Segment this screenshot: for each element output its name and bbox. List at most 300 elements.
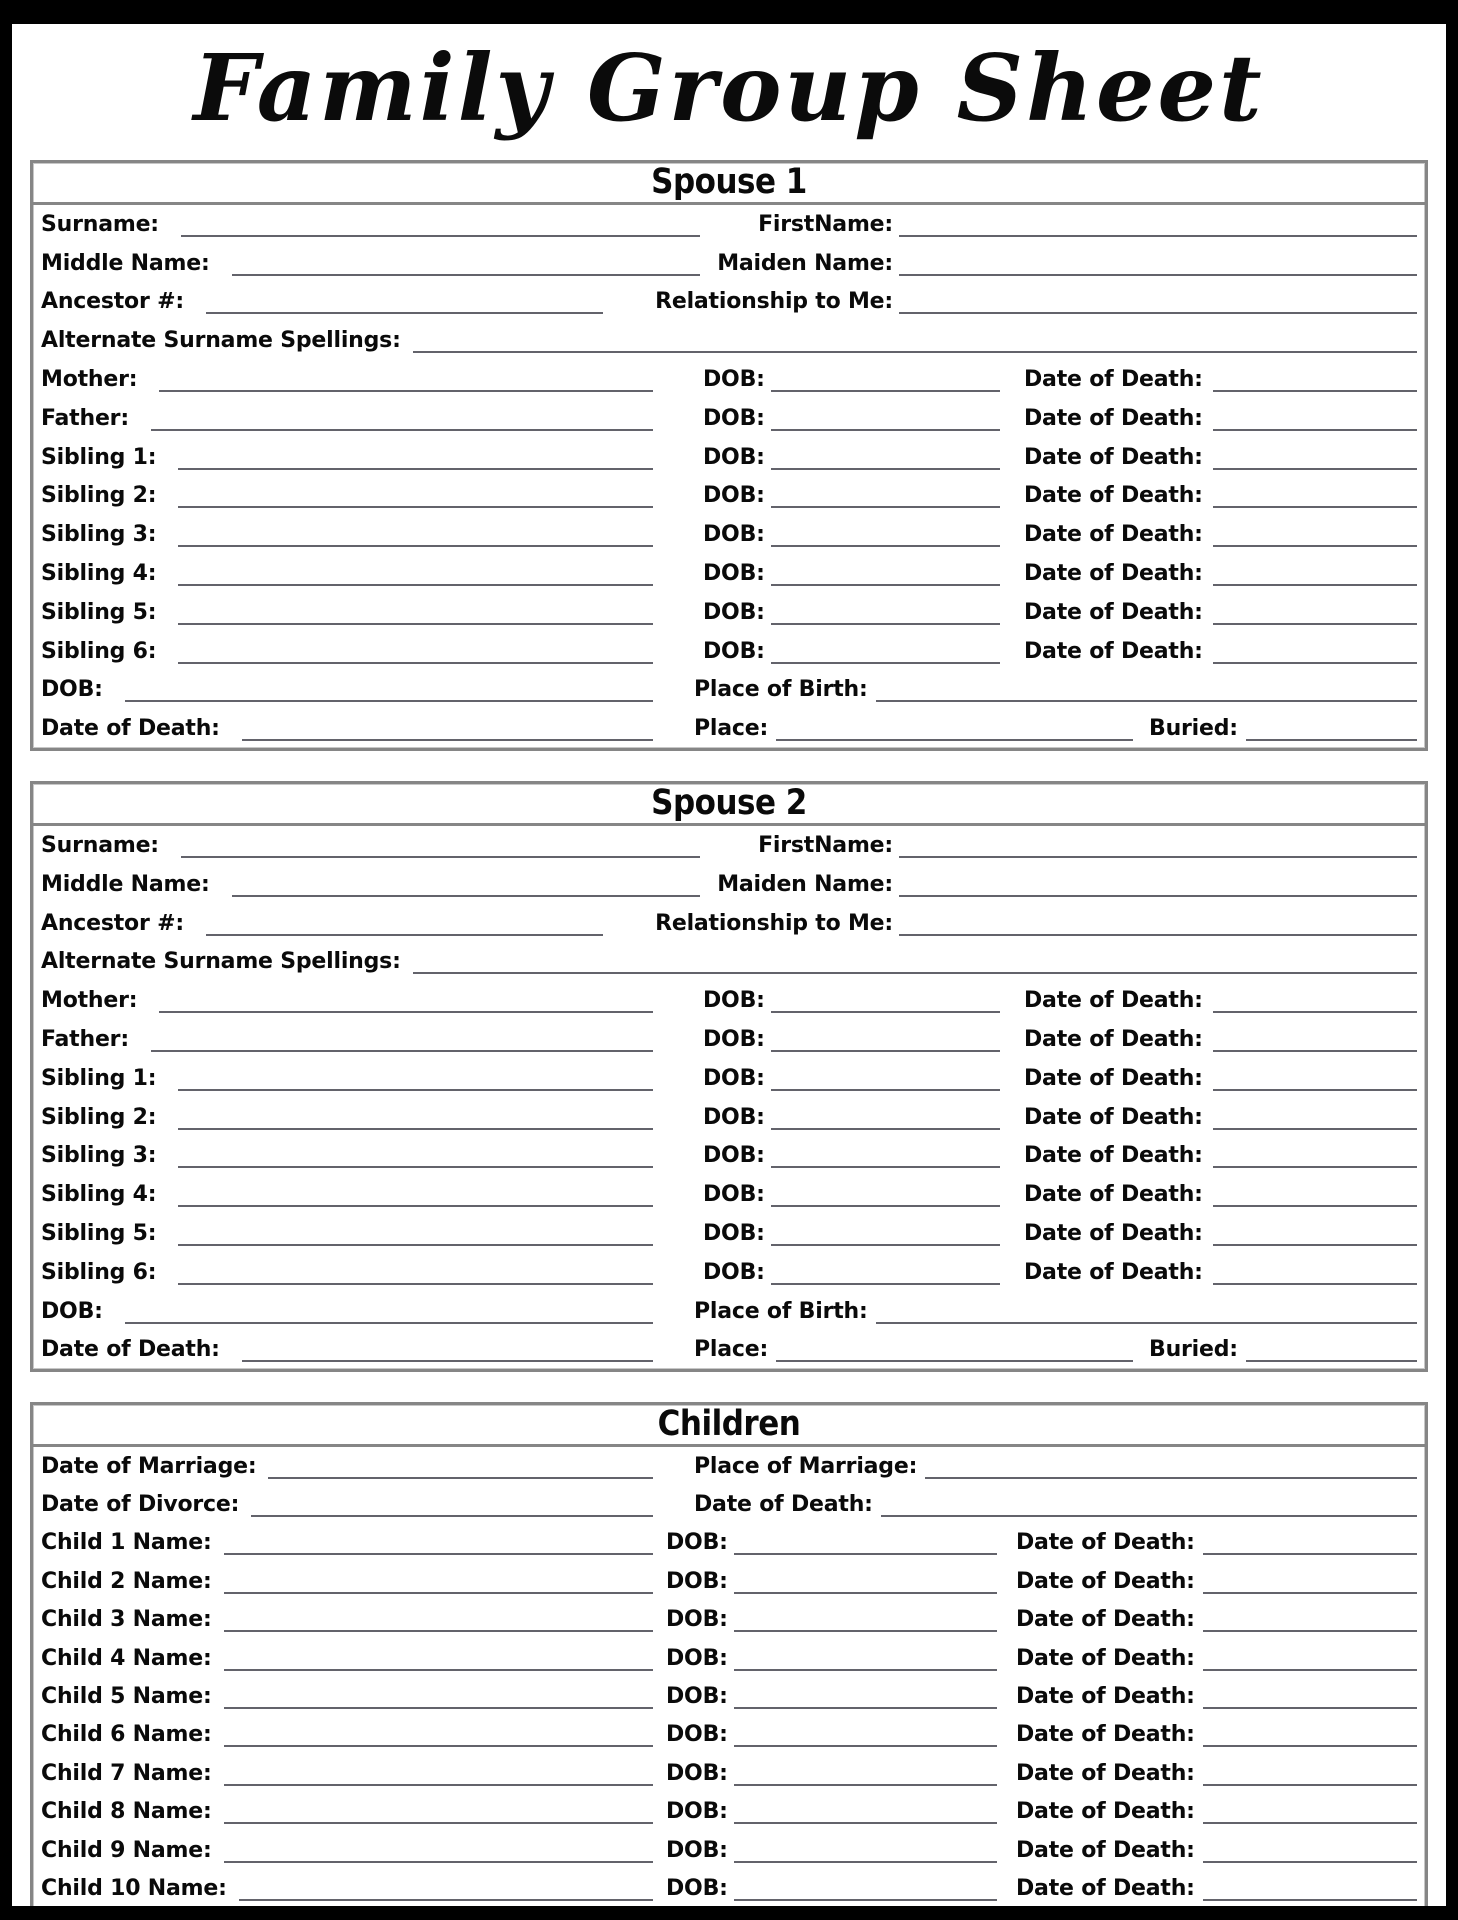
- form-row: [41, 1214, 1417, 1253]
- blank-line-date-of-death: [1213, 1128, 1417, 1130]
- label-dob: DOB:: [703, 1143, 765, 1169]
- form-cell: [603, 910, 1417, 943]
- form-cell: [653, 560, 1000, 593]
- label-child-2-name: Child 2 Name:: [41, 1568, 212, 1594]
- form-cell: [653, 1568, 997, 1601]
- form-row: [41, 1331, 1417, 1370]
- label-child-8-name: Child 8 Name:: [41, 1799, 212, 1825]
- blank-line-date-of-death: [1203, 1669, 1417, 1671]
- blank-line-child-5-name: [224, 1707, 653, 1709]
- blank-line-dob: [734, 1822, 997, 1824]
- label-date-of-death: Date of Death:: [1016, 1760, 1195, 1786]
- blank-line-buried: [1246, 1360, 1417, 1362]
- blank-line-dob: [734, 1553, 997, 1555]
- label-date-of-death: Date of Death:: [1024, 599, 1203, 625]
- form-cell: [1000, 1104, 1417, 1137]
- label-date-of-death: Date of Death:: [694, 1492, 873, 1518]
- blank-line-sibling-3: [178, 545, 653, 547]
- label-date-of-death: Date of Death:: [1024, 366, 1203, 392]
- form-cell: [41, 638, 653, 671]
- label-buried: Buried:: [1149, 1337, 1238, 1363]
- form-cell: [41, 679, 653, 709]
- label-place-of-marriage: Place of Marriage:: [694, 1453, 918, 1479]
- form-cell: [41, 1145, 653, 1175]
- form-row: [41, 981, 1417, 1020]
- form-cell: [41, 1568, 653, 1601]
- label-place-of-birth: Place of Birth:: [694, 677, 868, 703]
- label-dob: DOB:: [666, 1645, 728, 1671]
- form-cell: [1000, 1065, 1417, 1098]
- label-sibling-5: Sibling 5:: [41, 1220, 157, 1246]
- form-row: [41, 205, 1417, 244]
- label-date-of-death: Date of Death:: [1016, 1837, 1195, 1863]
- form-row: [41, 515, 1417, 554]
- form-cell: [653, 1453, 1417, 1486]
- label-father: Father:: [41, 405, 129, 431]
- form-row: [41, 1020, 1417, 1059]
- form-cell: [41, 1760, 653, 1793]
- blank-line-sibling-6: [178, 662, 653, 664]
- label-date-of-death: Date of Death:: [1016, 1568, 1195, 1594]
- form-cell: [1000, 638, 1417, 671]
- label-dob: DOB:: [703, 522, 765, 548]
- form-cell: [41, 1220, 653, 1253]
- section-header: [33, 163, 1425, 205]
- label-date-of-death: Date of Death:: [1024, 522, 1203, 548]
- form-row: [41, 671, 1417, 710]
- blank-line-dob: [771, 1166, 1000, 1168]
- label-dob: DOB:: [703, 1220, 765, 1246]
- blank-line-dob: [771, 545, 1000, 547]
- form-cell: [41, 1609, 653, 1639]
- label-dob: DOB:: [666, 1684, 728, 1710]
- label-middle-name: Middle Name:: [41, 250, 210, 276]
- form-cell: [1000, 366, 1417, 399]
- blank-line-date-of-death: [1203, 1784, 1417, 1786]
- blank-line-date-of-divorce: [251, 1515, 653, 1517]
- form-row: [41, 1524, 1417, 1562]
- form-cell: [653, 1801, 997, 1831]
- form-row: [41, 1639, 1417, 1677]
- label-mother: Mother:: [41, 988, 138, 1014]
- form-cell: [41, 1801, 653, 1831]
- blank-line-dob: [771, 584, 1000, 586]
- label-sibling-5: Sibling 5:: [41, 599, 157, 625]
- section-title: Spouse 2: [651, 782, 807, 824]
- form-cell: [997, 1801, 1417, 1831]
- form-cell: [41, 524, 653, 554]
- form-cell: [1000, 485, 1417, 515]
- form-cell: [653, 366, 1000, 399]
- label-date-of-death: Date of Death:: [1024, 1026, 1203, 1052]
- form-cell: [700, 211, 1417, 244]
- form-cell: [653, 1760, 997, 1793]
- label-dob: DOB:: [703, 366, 765, 392]
- form-row: [41, 244, 1417, 283]
- form-row: [41, 477, 1417, 516]
- form-cell: [653, 1104, 1000, 1137]
- blank-line-date-of-marriage: [268, 1477, 653, 1479]
- page-title: Family Group Sheet: [193, 34, 1265, 142]
- label-date-of-death: Date of Death:: [1016, 1684, 1195, 1710]
- blank-line-mother: [159, 390, 653, 392]
- form-cell: [41, 1026, 653, 1059]
- form-row: [41, 1059, 1417, 1098]
- blank-line-dob: [734, 1861, 997, 1863]
- blank-line-dob: [125, 1322, 653, 1324]
- form-row: [41, 1447, 1417, 1485]
- form-cell: [700, 871, 1417, 904]
- form-cell: [41, 1339, 653, 1369]
- label-dob: DOB:: [703, 1182, 765, 1208]
- blank-line-father: [151, 429, 653, 431]
- form-cell: [997, 1760, 1417, 1793]
- label-dob: DOB:: [666, 1760, 728, 1786]
- label-relationship-to-me: Relationship to Me:: [655, 910, 893, 936]
- blank-line-dob: [734, 1630, 997, 1632]
- form-cell: [41, 1259, 653, 1292]
- section-spouse-1: [30, 160, 1428, 751]
- blank-line-buried: [1246, 739, 1417, 741]
- form-row: [41, 1601, 1417, 1639]
- form-cell: [653, 1184, 1000, 1214]
- label-sibling-4: Sibling 4:: [41, 560, 157, 586]
- form-cell: [997, 1686, 1417, 1716]
- label-dob: DOB:: [703, 1259, 765, 1285]
- label-date-of-death: Date of Death:: [1024, 1259, 1203, 1285]
- label-dob: DOB:: [703, 638, 765, 664]
- form-cell: [1000, 990, 1417, 1020]
- form-cell: [41, 1724, 653, 1754]
- form-cell: [653, 1878, 997, 1906]
- label-child-9-name: Child 9 Name:: [41, 1837, 212, 1863]
- blank-line-maiden-name: [899, 895, 1417, 897]
- form-cell: [41, 291, 603, 321]
- section-body: [33, 205, 1425, 748]
- form-row: [41, 1137, 1417, 1176]
- label-firstname: FirstName:: [758, 211, 893, 237]
- label-date-of-death: Date of Death:: [1024, 1065, 1203, 1091]
- label-date-of-death: Date of Death:: [1024, 405, 1203, 431]
- label-middle-name: Middle Name:: [41, 871, 210, 897]
- form-row: [41, 632, 1417, 671]
- form-cell: [997, 1568, 1417, 1601]
- label-date-of-divorce: Date of Divorce:: [41, 1492, 240, 1518]
- label-place: Place:: [694, 1337, 769, 1363]
- blank-line-firstname: [899, 856, 1417, 858]
- label-sibling-3: Sibling 3:: [41, 1143, 157, 1169]
- form-row: [41, 399, 1417, 438]
- blank-line-dob: [771, 1089, 1000, 1091]
- form-cell: [41, 405, 653, 438]
- form-cell: [997, 1724, 1417, 1754]
- form-cell: [41, 366, 653, 399]
- blank-line-sibling-5: [178, 1244, 653, 1246]
- form-cell: [41, 330, 1417, 360]
- form-row: [41, 1678, 1417, 1716]
- blank-line-alternate-surname-spellings: [413, 972, 1417, 974]
- label-dob: DOB:: [666, 1799, 728, 1825]
- label-dob: DOB:: [41, 1298, 103, 1324]
- form-cell: [41, 599, 653, 632]
- blank-line-date-of-death: [1203, 1553, 1417, 1555]
- label-sibling-4: Sibling 4:: [41, 1182, 157, 1208]
- form-row: [41, 826, 1417, 865]
- label-maiden-name: Maiden Name:: [717, 250, 893, 276]
- form-cell: [1000, 1184, 1417, 1214]
- blank-line-date-of-death: [1213, 623, 1417, 625]
- form-cell: [997, 1645, 1417, 1678]
- label-surname: Surname:: [41, 211, 159, 237]
- form-cell: [603, 291, 1417, 321]
- blank-line-dob: [771, 468, 1000, 470]
- blank-line-child-7-name: [224, 1784, 653, 1786]
- blank-line-date-of-death: [1213, 1011, 1417, 1013]
- blank-line-relationship-to-me: [899, 934, 1417, 936]
- blank-line-dob: [734, 1784, 997, 1786]
- label-child-5-name: Child 5 Name:: [41, 1684, 212, 1710]
- blank-line-dob: [125, 700, 653, 702]
- form-cell: [653, 444, 1000, 477]
- label-sibling-1: Sibling 1:: [41, 1065, 157, 1091]
- blank-line-date-of-death: [1203, 1630, 1417, 1632]
- section-header: [33, 784, 1425, 826]
- label-date-of-death: Date of Death:: [1016, 1799, 1195, 1825]
- label-alternate-surname-spellings: Alternate Surname Spellings:: [41, 949, 401, 975]
- label-date-of-marriage: Date of Marriage:: [41, 1453, 257, 1479]
- blank-line-date-of-death: [1203, 1899, 1417, 1901]
- label-dob: DOB:: [666, 1568, 728, 1594]
- form-cell: [41, 832, 700, 865]
- form-cell: [653, 1298, 1417, 1331]
- label-dob: DOB:: [703, 988, 765, 1014]
- blank-line-date-of-death: [1213, 1050, 1417, 1052]
- blank-line-date-of-death: [1213, 1166, 1417, 1168]
- label-dob: DOB:: [703, 560, 765, 586]
- blank-line-dob: [771, 429, 1000, 431]
- form-row: [41, 1716, 1417, 1754]
- form-cell: [653, 1339, 1133, 1369]
- form-cell: [653, 1724, 997, 1754]
- label-sibling-6: Sibling 6:: [41, 638, 157, 664]
- form-cell: [653, 1220, 1000, 1253]
- form-row: [41, 360, 1417, 399]
- blank-line-sibling-3: [178, 1166, 653, 1168]
- label-surname: Surname:: [41, 832, 159, 858]
- form-cell: [41, 1686, 653, 1716]
- blank-line-middle-name: [232, 895, 700, 897]
- blank-line-alternate-surname-spellings: [413, 351, 1417, 353]
- blank-line-place-of-birth: [876, 700, 1417, 702]
- label-maiden-name: Maiden Name:: [717, 871, 893, 897]
- form-cell: [700, 832, 1417, 865]
- form-cell: [41, 560, 653, 593]
- label-child-7-name: Child 7 Name:: [41, 1760, 212, 1786]
- form-cell: [1000, 524, 1417, 554]
- form-cell: [41, 1298, 653, 1331]
- blank-line-date-of-death: [242, 1360, 653, 1362]
- blank-line-dob: [771, 1050, 1000, 1052]
- label-date-of-death: Date of Death:: [1024, 483, 1203, 509]
- form-cell: [997, 1532, 1417, 1562]
- label-sibling-2: Sibling 2:: [41, 483, 157, 509]
- label-date-of-death: Date of Death:: [1016, 1645, 1195, 1671]
- form-cell: [41, 250, 700, 283]
- blank-line-date-of-death: [242, 739, 653, 741]
- form-row: [41, 1486, 1417, 1524]
- blank-line-child-4-name: [224, 1669, 653, 1671]
- form-cell: [653, 1259, 1000, 1292]
- blank-line-date-of-death: [1203, 1592, 1417, 1594]
- label-dob: DOB:: [703, 1104, 765, 1130]
- blank-line-date-of-death: [1213, 1089, 1417, 1091]
- form-cell: [41, 1837, 653, 1870]
- form-cell: [653, 485, 1000, 515]
- blank-line-dob: [771, 1244, 1000, 1246]
- form-cell: [653, 1686, 997, 1716]
- form-cell: [41, 485, 653, 515]
- form-cell: [997, 1878, 1417, 1906]
- blank-line-place: [776, 1360, 1133, 1362]
- form-cell: [653, 638, 1000, 671]
- blank-line-sibling-6: [178, 1283, 653, 1285]
- form-cell: [41, 1453, 653, 1486]
- form-cell: [653, 1645, 997, 1678]
- blank-line-place-of-marriage: [925, 1477, 1417, 1479]
- label-date-of-death: Date of Death:: [1024, 560, 1203, 586]
- form-cell: [41, 1184, 653, 1214]
- blank-line-date-of-death: [1213, 1244, 1417, 1246]
- form-cell: [41, 1494, 653, 1524]
- form-row: [41, 593, 1417, 632]
- form-cell: [1000, 444, 1417, 477]
- blank-line-sibling-1: [178, 1089, 653, 1091]
- form-cell: [653, 1609, 997, 1639]
- section-body: [33, 1447, 1425, 1906]
- form-cell: [41, 1878, 653, 1906]
- label-sibling-6: Sibling 6:: [41, 1259, 157, 1285]
- label-firstname: FirstName:: [758, 832, 893, 858]
- label-date-of-death: Date of Death:: [1024, 638, 1203, 664]
- label-sibling-3: Sibling 3:: [41, 522, 157, 548]
- label-date-of-death: Date of Death:: [1016, 1876, 1195, 1901]
- blank-line-mother: [159, 1011, 653, 1013]
- section-spouse-2: [30, 781, 1428, 1372]
- blank-line-child-3-name: [224, 1630, 653, 1632]
- form-cell: [653, 1494, 1417, 1524]
- label-date-of-death: Date of Death:: [1016, 1722, 1195, 1748]
- section-body: [33, 826, 1425, 1369]
- form-cell: [41, 1532, 653, 1562]
- blank-line-maiden-name: [899, 274, 1417, 276]
- blank-line-date-of-death: [1213, 468, 1417, 470]
- blank-line-child-6-name: [224, 1745, 653, 1747]
- form-row: [41, 438, 1417, 477]
- section-header: [33, 1405, 1425, 1447]
- blank-line-dob: [771, 1011, 1000, 1013]
- blank-line-date-of-death: [1203, 1707, 1417, 1709]
- blank-line-dob: [771, 662, 1000, 664]
- form-cell: [653, 524, 1000, 554]
- blank-line-sibling-2: [178, 506, 653, 508]
- form-cell: [1000, 1026, 1417, 1059]
- label-date-of-death: Date of Death:: [1016, 1530, 1195, 1556]
- blank-line-ancestor: [206, 934, 603, 936]
- form-row: [41, 283, 1417, 322]
- label-date-of-death: Date of Death:: [1024, 1182, 1203, 1208]
- form-cell: [653, 405, 1000, 438]
- label-place: Place:: [694, 716, 769, 742]
- form-cell: [41, 444, 653, 477]
- blank-line-date-of-death: [1213, 506, 1417, 508]
- form-row: [41, 1562, 1417, 1600]
- blank-line-place-of-birth: [876, 1322, 1417, 1324]
- form-cell: [653, 1145, 1000, 1175]
- form-row: [41, 1754, 1417, 1792]
- blank-line-date-of-death: [1213, 1205, 1417, 1207]
- form-cell: [653, 599, 1000, 632]
- label-dob: DOB:: [703, 1065, 765, 1091]
- form-row: [41, 1175, 1417, 1214]
- blank-line-dob: [771, 1205, 1000, 1207]
- blank-line-dob: [771, 623, 1000, 625]
- form-cell: [1000, 1259, 1417, 1292]
- form-cell: [1133, 718, 1417, 748]
- label-date-of-death: Date of Death:: [1024, 988, 1203, 1014]
- label-date-of-death: Date of Death:: [41, 716, 220, 742]
- blank-line-ancestor: [206, 312, 603, 314]
- form-cell: [653, 1026, 1000, 1059]
- form-cell: [1000, 560, 1417, 593]
- blank-line-place: [776, 739, 1133, 741]
- form-cell: [1133, 1339, 1417, 1369]
- form-cell: [41, 211, 700, 244]
- form-cell: [700, 250, 1417, 283]
- label-dob: DOB:: [703, 483, 765, 509]
- form-cell: [997, 1837, 1417, 1870]
- blank-line-sibling-4: [178, 1205, 653, 1207]
- form-cell: [1000, 1145, 1417, 1175]
- blank-line-father: [151, 1050, 653, 1052]
- blank-line-dob: [734, 1707, 997, 1709]
- label-father: Father:: [41, 1026, 129, 1052]
- blank-line-dob: [771, 1283, 1000, 1285]
- form-cell: [653, 718, 1133, 748]
- blank-line-dob: [734, 1745, 997, 1747]
- blank-line-surname: [181, 235, 700, 237]
- label-dob: DOB:: [666, 1837, 728, 1863]
- label-relationship-to-me: Relationship to Me:: [655, 289, 893, 315]
- label-dob: DOB:: [666, 1722, 728, 1748]
- label-child-4-name: Child 4 Name:: [41, 1645, 212, 1671]
- blank-line-child-8-name: [224, 1822, 653, 1824]
- form-cell: [653, 679, 1417, 709]
- blank-line-sibling-5: [178, 623, 653, 625]
- form-cell: [41, 1065, 653, 1098]
- form-row: [41, 1098, 1417, 1137]
- label-child-3-name: Child 3 Name:: [41, 1607, 212, 1633]
- blank-line-dob: [734, 1899, 997, 1901]
- form-cell: [653, 1065, 1000, 1098]
- blank-line-date-of-death: [1203, 1745, 1417, 1747]
- sections: [30, 160, 1428, 1906]
- label-alternate-surname-spellings: Alternate Surname Spellings:: [41, 328, 401, 354]
- form-cell: [41, 990, 653, 1020]
- form-cell: [653, 990, 1000, 1020]
- blank-line-date-of-death: [1213, 390, 1417, 392]
- label-dob: DOB:: [41, 677, 103, 703]
- blank-line-dob: [734, 1592, 997, 1594]
